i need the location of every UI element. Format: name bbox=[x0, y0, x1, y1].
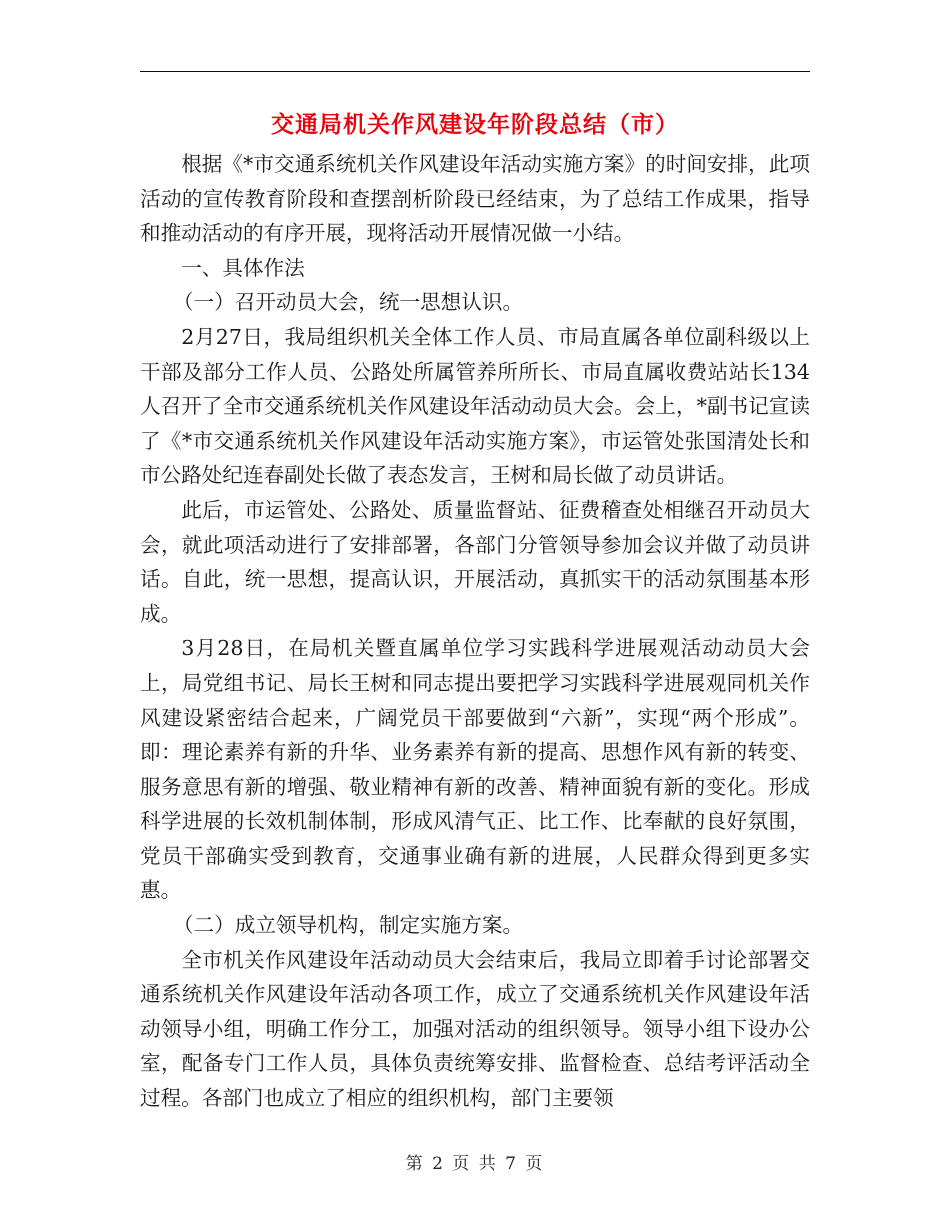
document-body bbox=[140, 147, 810, 1116]
page-number-footer: 第 2 页 共 7 页 bbox=[405, 1154, 545, 1174]
section-heading: 一、具体作法 bbox=[181, 255, 305, 280]
sub-heading-1: （一）召开动员大会，统一思想认识。 bbox=[172, 290, 524, 315]
paragraph-mobilization-meeting: 2月27日，我局组织机关全体工作人员、市局直属各单位副科级以上干部及部分工作人员、公路处所属管养所所长、市局直属收费站站长134人召开了全市交通系统机关作风建设年活动动员大会。会上，*副书记宣读了《*市交通系统机关作风建设年活动实施方案》，市运管处张国清处长和市公路处纪连春副处长做了表态发言，王树和局长做了动员讲话。 bbox=[140, 324, 810, 488]
sub-heading-2: （二）成立领导机构，制定实施方案。 bbox=[172, 913, 524, 938]
paragraph-intro: 根据《*市交通系统机关作风建设年活动实施方案》的时间安排，此项活动的宣传教育阶段和查摆剖析阶段已经结束，为了总结工作成果，指导和推动活动的有序开展，现将活动开展情况做一小结。 bbox=[140, 152, 810, 246]
paragraph-leadership: 全市机关作风建设年活动动员大会结束后，我局立即着手讨论部署交通系统机关作风建设年活动各项工作，成立了交通系统机关作风建设年活动领导小组，明确工作分工，加强对活动的组织领导。领导小组下设办公室，配备专门工作人员，具体负责统筹安排、监督检查、总结考评活动全过程。各部门也成立了相应的组织机构，部门主要领 bbox=[140, 947, 810, 1111]
paragraph-follow-up: 此后，市运管处、公路处、质量监督站、征费稽查处相继召开动员大会，就此项活动进行了安排部署，各部门分管领导参加会议并做了动员讲话。自此，统一思想，提高认识，开展活动，真抓实干的活动氛围基本形成。 bbox=[140, 497, 810, 626]
document-title: 交通局机关作风建设年阶段总结（市） bbox=[271, 111, 679, 138]
paragraph-march-28: 3月28日，在局机关暨直属单位学习实践科学进展观活动动员大会上，局党组书记、局长王树和同志提出要把学习实践科学进展观同机关作风建设紧密结合起来，广阔党员干部要做到“六新”，实现“两个形成”。即：理论素养有新的升华、业务素养有新的提高、思想作风有新的转变、服务意思有新的增强、敬业精神有新的改善、精神面貌有新的变化。形成科学进展的长效机制体制，形成风清气正、比工作、比奉献的良好氛围，党员干部确实受到教育，交通事业确有新的进展，人民群众得到更多实惠。 bbox=[140, 636, 810, 903]
header-rule bbox=[140, 71, 810, 72]
